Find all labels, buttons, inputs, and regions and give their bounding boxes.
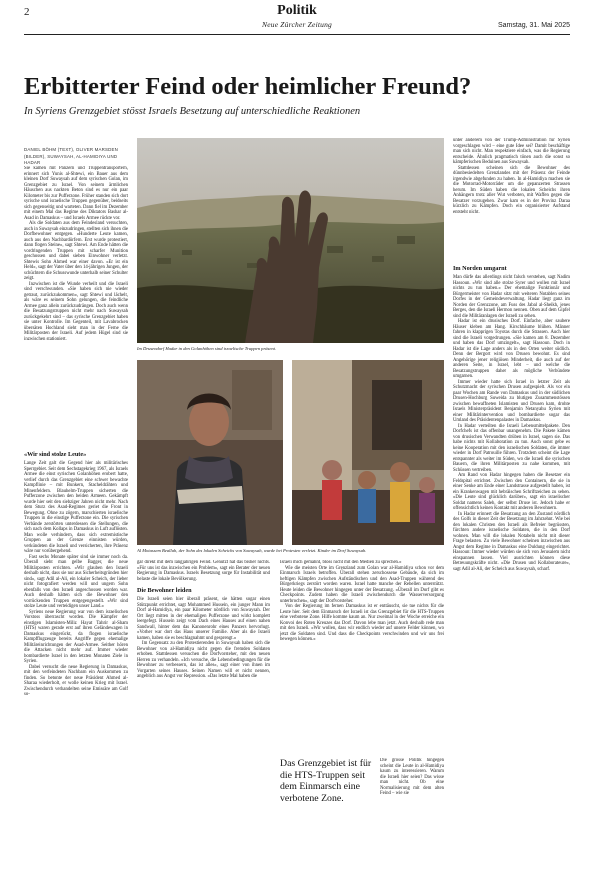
paragraph: unter anderem von der Trump-Administration für Syrien vorgeschlagen wird – eine gute Idee sei? Damit beschäftige man sich nicht. Man respektiere einfach, was die Regierung entscheide. Ähnlich pragmatisch tönen auch die sonst so kämpferischen Beduinen aus Suwaysah. [453, 138, 570, 165]
masthead: Neue Zürcher Zeitung [262, 20, 332, 29]
subheadline: In Syriens Grenzgebiet stösst Israels Besetzung auf unterschiedliche Reaktionen [24, 106, 361, 117]
paragraph: Sie kamen mit Panzern und Truppentransportern, erinnert sich Yunis al-Shtewi, ein Bauer aus dem kleinen Dorf Suwaysah auf dem syrischen Golan, im Grenzgebiet zu Israel. Von seinem ärmlichen Häuschen aus nackten Beton sind es nur ein paar Kilometer bis zur Pufferzone. Früher standen sich dort syrische und israelische Truppen gegenüber, beidseits sich gegenseitig und warteten. Dann fiel im Dezember mit einem Mal das Regime des Diktators Bashar al-Asad in Damaskus – und Israels Armee rückte vor. [24, 166, 128, 221]
paragraph: Als die Soldaten aus dem Feindesland versuchten, auch in Suwaysah einzudringen, stellten sich ihnen die Dorfbewohner entgegen. «Hunderte Leute kamen, auch aus den Nachbardörfern. Erst wurde protestiert, dann flogen Steine», sagt Shtewi. Am Ende hätten die vordringenden Truppen mit scharfer Munition geschossen und dabei sieben Einwohner verletzt. Shtewis Sohn Ahmed war einer davon. «Er ist ein Held», sagt der Vater über den 14-jährigen Jungen, der schüchtern die Schusswunde unterhalb seiner Schulter zeigt. [24, 221, 128, 281]
paragraph: Inzwischen ist die Wunde verheilt und die Israeli sind verschwunden. «Sie haben sich nie wieder getraut, zurückzukommen», sagt Shtewi und lächelt, als wäre es seinem Sohn gelungen, die feindliche Armee ganz allein zurückzudrängen. Doch auch wenn die Besatzungstruppen nicht mehr nach Suwaysah zurückgekehrt sind – das syrische Grenzgebiet haben sie unter Kontrolle. Im Gegenteil, mit Lavabrocken übersäten Hochland sieht man in der Ferne die Militärposten der Israeli. Auf jedem Hügel sind sie inzwischen stationiert. [24, 281, 128, 342]
paragraph: Man dürfe das allerdings nicht falsch verstehen, sagt Nadim Hassoun. «Wir sind alle stolze Syrer und wollen mit Israel nichts zu tun haben.» Der ehemalige Funktionär und Bürgermeister von Hadar sitzt mit weiteren Notablen seines Dorfes in der Gemeindeverwaltung. Hadar liegt ganz im Norden der Grenzzone, am Fuss des Jabal al-Sheikh, jenes Berges, den die Israeli Hermon nennen. Oben auf dem Gipfel sind die Militäranlagen der Israeli zu sehen. [453, 275, 570, 319]
paragraph: Wie die meisten Orte im Grenzland zum Golan war al-Hamidiya schon vor dem Einmarsch Israels betroffen. Überall stehen zerschossene Gebäude, da sich im heftigen Kämpfen zwischen Aufständischen und den Asad-Truppen während des Bürgerkriegs zerstört worden waren. Israel hatte manche der Rebellen unterstützt. Heute leiden die Bewohner hingegen unter der Besatzung. «Überall im Dorf gibt es Checkpoints. Zudem haben die Israeli zwischendurch die Wasserversorgung unterbrochen», sagt der Dorfvorsteher. [280, 565, 444, 604]
paragraph: Im Gegensatz zu den Protestierenden in Suwaysah haben sich die Bewohner von al-Hamidiya nicht gegen die fremden Soldaten erhoben. Stattdessen versuchen die Dorfvorsteher, mit den neuen Herren zu verhandeln. «Ich versuche, die Lebensbedingungen für die Bewohner zu verbessern, das ist alles», sagt einer von ihnen im Vorgarten seines Hauses. Seinen Namen will er nicht nennen, angeblich aus Angst vor Repression. «Das letzte Mal haben die [137, 641, 270, 679]
children-in-doorway [292, 360, 444, 545]
portrait-young-man [137, 360, 283, 545]
column-3 [280, 560, 444, 754]
issue-date: Samstag, 31. Mai 2025 [498, 22, 570, 29]
column-3-bottom [380, 758, 444, 856]
page-number: 2 [24, 6, 30, 18]
pull-quote: Das Grenzgebiet ist für die HTS-Truppen seit dem Einmarsch eine verbotene Zone. [280, 758, 372, 804]
paragraph: Dabei versucht die neue Regierung in Damaskus, mit den verfeindeten Nachbarn ein Auskommen zu finden. So betonte der neue Präsident Ahmed al-Sharaa wiederholt, er wolle keinen Krieg mit Israel. Zwischendurch verhandelten seine Emissäre am Golf so- [24, 664, 128, 697]
paragraph: Die Israeli seien hier überall präsent, sie hätten sogar einen Stützpunkt errichtet, sagt Mohammed Hussein, ein junger Mann im Dorf al-Hamidiya, ein paar Kilometer nördlich von Suwaysah. Der Ort liegt mitten in der ehemaligen Pufferzone und wirkt komplett leergefegt. Hussein zeigt vom Dach eines Hauses auf einen nahen Sandwall, hinter dem das Kanonenrohr eines Panzers hervorlugt. «Vorher war dort das Haus unserer Familie. Aber als die Israeli kamen, haben sie es beschlagnahmt und gesprengt.» [137, 597, 270, 641]
paragraph: Israeli mich gemahnt, bloss nicht mit den Medien zu sprechen.» [280, 560, 402, 565]
column-1-bottom [24, 446, 128, 856]
landscape-photo-with-hand [137, 138, 444, 343]
headline: Erbitterter Feind oder heimlicher Freund? [24, 73, 472, 100]
paragraph: Lange Zeit galt die Gegend hier als militärisches Sperrgebiet. Seit dem Sechstagekrieg 1967, als Israels Armee die einst syrischen Golanhöhen erobert hatte, verlief durch das Grenzgebiet eine schwer bewachte Kampflinie – mit Bunkern, Stacheldrähten und Minenfeldern. Blauhelm-Truppen sicherten die Pufferzone zwischen den beiden Armeen. Gekämpft wurde hier seit den siebziger Jahren nicht mehr. Nach dem Sturz des Asad-Regimes geriet die Front in Bewegung. Ohne zu zögern, marschierten israelische Truppen in die einstige Pufferzone ein. Die syrischen Verbände zerstörten unterdessen die Stellungen, die sich nach dem Kollaps in Damaskus in Luft auflösten. Man wolle verhindern, dass sich extremistische Gruppen an der Grenze einnisten würden, verkündeten die Israeli und versicherten, ihre Präsenz wäre nur vorübergehend. [24, 461, 128, 554]
top-photo [137, 138, 444, 343]
subheading: Die Bewohner leiden [137, 587, 192, 594]
paragraph: Syriens neue Regierung war von dem israelischen Vorstoss überrascht worden. Die Kämpfer der einstigen Islamisten-Miliz Hayat Tahrir al-Sham (HTS) waren gerade erst auf ihren Geländewagen in Damaskus eingerückt, da flogen israelische Kampfflugzeuge bereits Angriffe gegen ehemalige Militäreinrichtungen der Asad-Armee. Seither hören die Attacken nicht mehr auf. Immer wieder bombardierte Israel in den letzten Monaten Ziele in Syrien. [24, 609, 128, 664]
paragraph: Fast sechs Monate später sind sie immer noch da. Überall sieht man gelbe Bagger, die neue Militärposten errichten. «Wir glauben den Israeli deshalb nicht, dass sie nur aus Sicherheitsgründen hier sind», sagt Adil al-Ali, ein lokaler Scheich, der lieber nicht fotografiert werden will und ungern Sohn ebenfalls von den Israeli angeschossen worden war. Auch deshalb hätten sich die Bewohner den vorrückenden Truppen entgegengestellt. «Wir sind stolze Leute und verteidigen unser Land.» [24, 554, 128, 609]
top-photo-caption: Im Drusendorf Hadar in den Golanhöhen sind israelische Truppen präsent. [137, 346, 277, 351]
paragraph: Am Rand von Hadar hingegen haben die Besetzer ein Feldspital errichtet. Zwischen den Containern, die sie in einer Senke am Ende einer Landstrasse aufgestellt haben, ist ein Krankenwagen mit hebräischen Schriftzeichen zu sehen. «Die Leute sind glücklich darüber», sagt ein israelischer Soldat namens Saleh, der selbst Druse ist. Jedoch habe er offensichtlich keinen Kontakt mit anderen Bewohnern. [453, 473, 570, 511]
paragraph: Immer wieder hatte sich Israel in letzter Zeit als Schutzmacht der syrischen Drusen aufgespielt. Als vor ein paar Wochen am Rande von Damaskus und in der südlichen Drusen-Hochburg Suweida zu blutigen Zusammenstössen zwischen bewaffneten Islamisten und Drusen kam, drohte Israels Ministerpräsident Benjamin Netanyahu Syrien mit einer Militärintervention und bombardierte sogar das Umland des Präsidentenpalastes in Damaskus. [453, 379, 570, 423]
paragraph: In Hadar erinnert die Besatzung an den Zustand nördlich des Golfs in dieser Zeit der Besetzung im Jahrzehnt. Wie bei den lokalen Christen den Israeli als Befreier begrüssten, fürchten andere israelische Soldaten, die in den Dorf wohnen. Man will die lokalen Notabeln nicht mit dieser Frage belasten. Zu viele Bewohner scheinen inzwischen aus Angst dem Regime in Damaskus eine Duldung eingerichtet. Hassoun: Immer wieder würden sie sich von Jerusalem nicht einspannen lassen. Viel ausrichten können diese Betreuungskräfte nicht. «Die Drusen und Kollaborateure», sagt Adil al-Ali, der Scheich aus Suwaysah, scharf. [453, 511, 570, 572]
column-2 [137, 560, 270, 856]
section-title: Politik [277, 3, 317, 18]
paragraph: Hadar ist ein drusisches Dorf. Einfache, aber saubere Häuser kleben am Hang. Kirschbäume blühen. Männer fahren in klapprigen Toyotas durch die Strassen. Auch hier sind die Israeli vorgedrungen. «Sie kamen am 8. Dezember und haben das Dorf umzingelt», sagt Hassoun. Doch in Hadar ist die Lage anders als in den Orten weiter südlich. Denn der Bergort wird von Drusen bewohnt. Es sind Angehörige jener religiösen Minderheit, die auch auf der anderen Seite, in Israel, lebt – und welche die Besatzungstruppen daher als mögliche Verbündete umgarnen. [453, 319, 570, 379]
paragraph: In Hadar verteilten die Israeli Lebensmittelpakete. Den Dorfchefs ist das offenbar unangenehm. Die Pakete kämen von drusischen Verwandten drüben in Israel, sagen sie. Das habe nichts mit Kollaboration zu tun. Auch sonst gebe es keine Kooperation mit den israelischen Soldaten, die immer wieder in Dorf Patrouille führen. Trotzdem scheint die Lage entspannter als weiter im Süden, wo die Israeli die syrischen Bauern, die ihren Militärposten zu nahe kommen, mit Schüssen vertreiben. [453, 423, 570, 473]
portrait-photo [137, 360, 283, 545]
subheading: Im Norden umgarnt [453, 265, 507, 272]
paragraph: Die grosse Politik hingegen scheint die Leute in al-Hamidiya kaum zu interessieren. Warum die Israeli hier seien? Das wisse man nicht. Ob eine Normalisierung mit dem alten Feind – wie sie [380, 758, 444, 796]
paragraph: Stattdessen scheinen sich die Bewohner des dünnbesiedelten Grenzlandes mit der Präsenz der Feinde irgendwie abgefunden zu haben. In al-Hamidiya machen sie die Motorrad-Motorräder um die gepanzerten Strassen herum. Im Süden haben die lokalen Scheichs ihren Anhängern trotz aller Wut verboten, mit Waffen gegen die Besatzer vorzugehen. Zwar kam es in der Provinz Daraa kürzlich zu Kämpfen. Doch ein organisierter Aufstand entsteht nicht. [453, 165, 570, 215]
byline: DANIEL BÖHM (TEXT), OLIVER MARSDEN (BILDER), SUWAYSAH, AL-HAMIDIYA UND HADAR [24, 147, 118, 166]
column-1-top [24, 166, 128, 443]
paragraph: Von der Regierung im fernen Damaskus ist er enttäuscht, sie tue nichts für die Leute hier. Seit dem Einmarsch der Israeli ist das Grenzgebiet für die HTS-Truppen eine verbotene Zone. Hilfe komme kaum an. Nur zweimal in der Woche erreiche ein Konvoi des Roten Kreuzes das Dorf. Davon lebe man jetzt. Auch deshalb rede man mit den Israeli. «Wir wollen, dass wir endlich wieder auf unsere Felder können, wo jetzt die Soldaten sind. Und dass die Checkpoints verschwinden und wir uns frei bewegen können.» [280, 604, 444, 642]
column-4-bottom [453, 260, 570, 856]
header-rule [24, 34, 570, 35]
children-photo [292, 360, 444, 545]
column-4-top [453, 138, 570, 253]
subheading: «Wir sind stolze Leute» [24, 451, 87, 458]
bottom-photos-caption: Al Motassem Beallah, der Sohn des lokalen Scheichs von Suwaysah, wurde bei Protesten verletzt. Kinder im Dorf Suwaysah. [137, 548, 367, 553]
paragraph: gar direkt mit dem langjährigen Feind. Genützt hat das bisher nichts. «Für uns ist das inzwischen ein Problem», sagt ein Berater der neuen Regierung in Damaskus. Israels Besetzung sorge für Instabilität und belaste die lokale Bevölkerung. [137, 560, 270, 582]
